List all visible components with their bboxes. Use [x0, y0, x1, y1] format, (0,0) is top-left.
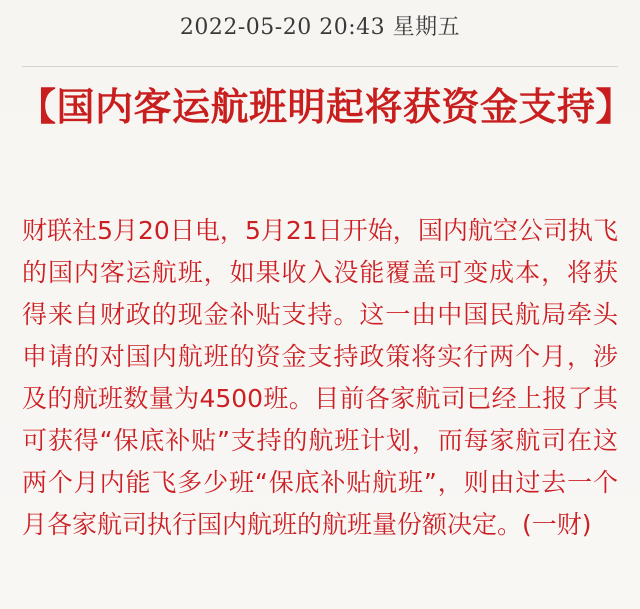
article-body: 财联社5月20日电，5月21日开始，国内航空公司执飞的国内客运航班，如果收入没能覆盖可变成本，将获得来自财政的现金补贴支持。这一由中国民航局牵头申请的对国内航班的资金支持政策将实行两个月，涉及的航班数量为4500班。目前各家航司已经上报了其可获得“保底补贴”支持的航班计划，而每家航司在这两个月内能飞多少班“保底补贴航班”，则由过去一个月各家航司执行国内航班的航班量份额决定。(一财) — [22, 216, 618, 539]
article-headline: 【国内客运航班明起将获资金支持】 — [18, 84, 635, 129]
timestamp: 2022-05-20 20:43 星期五 — [179, 15, 461, 40]
divider — [22, 66, 618, 67]
